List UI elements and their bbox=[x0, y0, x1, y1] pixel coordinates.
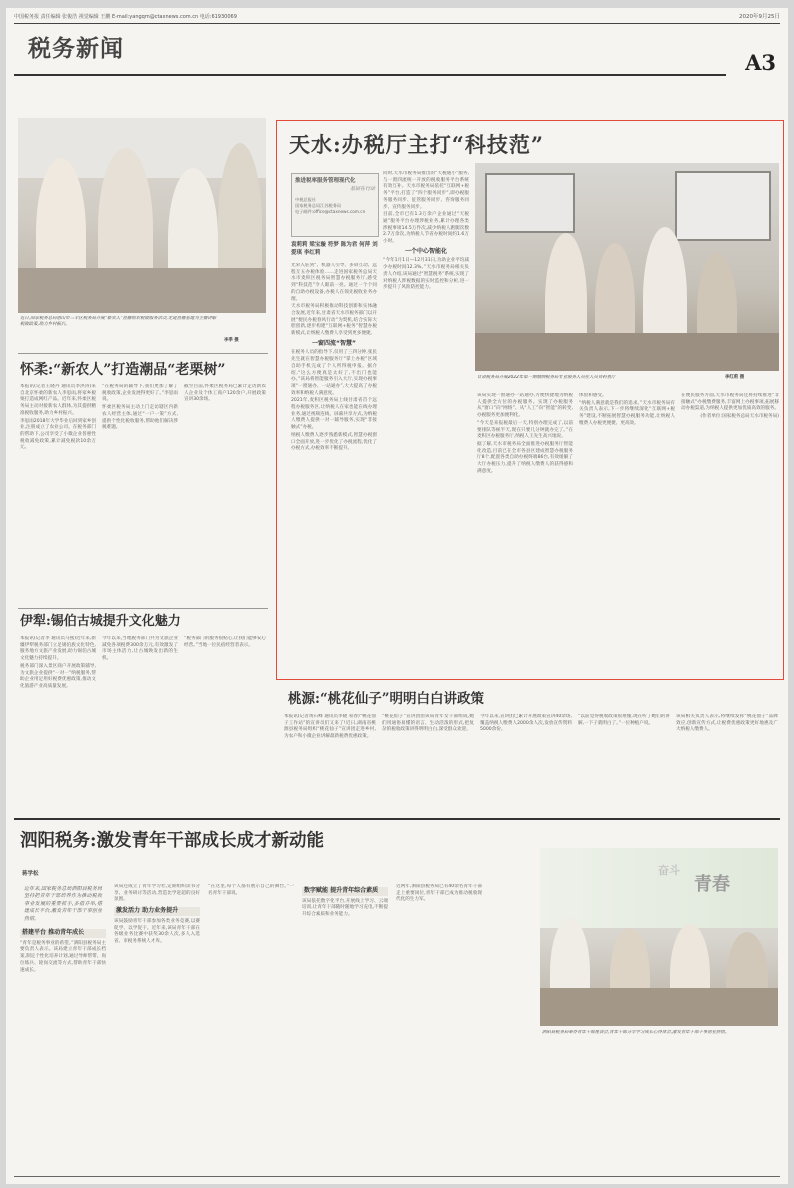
paragraph: 本报讯(记者王晓丹 通讯员李洪涛)来自北京怀柔的新农人李思雨,将家乡板栗打造成网红产品。近年来,怀柔区税务局主动对接新农人群体,为其提供精准税收服务,助力乡村振兴。 bbox=[20, 384, 96, 416]
page-bottom-rule bbox=[14, 1176, 780, 1177]
paragraph: 该局相关负责人表示,将继续发挥“桃花仙子”品牌效应,创新宣传方式,让税费优惠政策更好地惠及广大纳税人缴费人。 bbox=[676, 714, 778, 733]
paragraph: 纳税人缴费人逐步熟悉新模式,智慧办税窗口全面开放,进一步优化了办税流程,优化了办税方式,办税效率不断提升。 bbox=[291, 432, 377, 452]
tianshui-photo-credit: 李红莉 摄 bbox=[725, 375, 745, 380]
paragraph: 本报讯(记者黄石峰 通讯员李晓 易春)“桃花仙子工作站”的宣讲员们又来了!近日,湖南省桃源县税务局组织“桃花仙子”宣讲团走进乡村,为农户和小微企业讲解最新税费优惠政策。 bbox=[284, 714, 376, 740]
subheading: 一个中心智能化 bbox=[404, 247, 447, 255]
paragraph: “在税务局的辅导下,我们更加了解了税收政策,企业发展得更好了。”李思雨说。 bbox=[102, 384, 178, 403]
photo-backdrop bbox=[540, 848, 778, 928]
paragraph: “以前觉得税收政策很难懂,现在听了她们的讲解,一下子就明白了。”一位种植户说。 bbox=[578, 714, 670, 726]
photo-screen bbox=[485, 173, 575, 233]
masthead-date: 2020年9月25日 bbox=[739, 14, 780, 20]
tianshui-box bbox=[276, 120, 784, 680]
paragraph: 同时,天水市税务局推出的“天税通小”服务,与一窗四流统一开放的税收服务平台系统有效互补。天水市税务局依托“互联网+税务”平台,打造了“四个服务同步”,即办税服务服务同步、征管服务同步、咨询服务同步、宣传服务同步。 bbox=[383, 171, 469, 210]
photo-counter bbox=[475, 333, 779, 371]
huairou-col1 bbox=[20, 384, 96, 569]
paragraph: 怀柔区税务局主动上门走访辖区内新农人经营主体,通过“一户一策”方式,提供个性化税收服务,帮助他们解决涉税难题。 bbox=[102, 405, 178, 431]
tianshui-col2 bbox=[383, 171, 469, 675]
page-number: A3 bbox=[745, 50, 776, 75]
tianshui-col3 bbox=[477, 393, 573, 675]
paragraph: 税务部门深入景区商户开展政策辅导,为文旅企业提供“一对一”纳税服务,帮助企业用足用好税费优惠政策,推动文化旅游产业高质量发展。 bbox=[20, 663, 96, 689]
left-photo-caption: 近日,国家税务总局潜山市三丰区税务局开展“新农人”直播助农税收服务活动,走进直播基地为主播讲解税收政策,助力乡村振兴。 bbox=[20, 316, 217, 328]
tianshui-col5 bbox=[681, 393, 779, 675]
tianshui-photo bbox=[475, 163, 779, 371]
paragraph: 在便民服务方面,天水市税务局还将持续推进“非接触式”办税缴费服务,丰富网上办税事项,拓展移动办税渠道,为纳税人提供更加优质高效的服务。 bbox=[681, 393, 779, 412]
huairou-col2 bbox=[102, 384, 178, 569]
paragraph: 今年以来,当地税务部门共为文旅企业减免各项税费300余万元,有效激发了市场主体活力,让古城焕发出新的生机。 bbox=[102, 636, 178, 662]
subheading: 数字赋能 提升青年综合素质 bbox=[302, 887, 388, 896]
subheading: 激发活力 助力业务提升 bbox=[114, 907, 200, 916]
inset-line: 推进税率服务管理现代化 bbox=[295, 178, 356, 184]
photo-screen bbox=[675, 171, 771, 241]
taoyuan-col5 bbox=[676, 714, 778, 808]
masthead-info: 中国税务报 责任编辑 张俊浩 视觉编辑 王鹏 E-mail:yangqm@ctaxnews.com.cn 电话:61930069 bbox=[14, 14, 237, 20]
paragraph: “青年是税务事业的希望。”泗阳县税务局主要负责人表示。该局建立青年干部成长档案,制定个性化培养计划,通过导师帮带、岗位练兵、轮岗交流等方式,帮助青年干部快速成长。 bbox=[20, 940, 106, 973]
paragraph: 体验和感受。 bbox=[579, 393, 607, 398]
sishui-byline: 蒋学松 bbox=[22, 871, 39, 877]
sishui-col1 bbox=[20, 884, 106, 1174]
taoyuan-col2 bbox=[382, 714, 474, 808]
photo-sign: 奋斗 bbox=[658, 864, 680, 877]
inset-line: 电子邮件:office@ctaxnews.com.cn bbox=[295, 209, 366, 214]
inset-line: 中税总报社 bbox=[295, 197, 316, 202]
newspaper-page bbox=[6, 8, 788, 1184]
photo-table bbox=[18, 268, 266, 313]
paragraph: 本报讯(记者李 通讯员马燕)近年来,新疆伊犁税务部门立足锡伯族文化特色,服务地方文旅产业发展,助力锡伯古城文化魅力持续提升。 bbox=[20, 636, 96, 662]
yili-col1 bbox=[20, 636, 96, 806]
paragraph: “在这里,每个人都有展示自己的舞台。”一名青年干部说。 bbox=[208, 884, 294, 896]
paragraph: “今年1月1日—12月31日,为助企业平均减少办税时间12.3%。”天水市税务局相关负责人介绍,该局通过“智慧税务”系统,实现了对纳税人涉税数据的实时监控和分析,进一步提升了风险防控能力。 bbox=[383, 258, 469, 291]
subheading: 一窗四流“智慧” bbox=[312, 339, 356, 347]
inset-line: 基层在行动 bbox=[349, 186, 375, 192]
tianshui-col1 bbox=[291, 263, 377, 675]
sishui-col5 bbox=[396, 884, 482, 1174]
sishui-quote: 近年来,国家税务总局泗阳县税务局坚持把青年干部培养作为推动税收事业发展的重要抓手,多措并举,搭建成长平台,激发青年干部干事创业热情。 bbox=[24, 886, 102, 922]
paragraph: 光荣入驻到“、机器人引导、多屏互动、远程互五办税体验……走进国家税务总局天水市麦积区税务局智慧办税服务厅,感受到“科技范”令人眼前一亮。通过一个个同的自助办税设备,办税人在领先税收业务办理。 bbox=[291, 263, 377, 302]
paragraph: “纳税人满意就是我们的追求。”天水市税务局有关负责人表示,下一步将继续深化“互联网+税务”建设,不断拓展智慧办税服务功能,让纳税人缴费人办税更便捷、更高效。 bbox=[579, 400, 675, 426]
sishui-col4 bbox=[302, 884, 388, 1174]
masthead-rule bbox=[14, 23, 780, 24]
section-title: 税务新闻 bbox=[28, 35, 124, 62]
paragraph: 天水市税务局积极推动科技创新和实体融合发展,近年来,甘肃省天水市税务部门以开展“便民办税春风行动”为契机,结合实际大胆创新,逐步构建“互联网+税务”智慧办税新模式,让纳税人缴费人享受到更多便捷。 bbox=[291, 304, 377, 337]
yili-title: 伊犁:锡伯古城提升文化魅力 bbox=[20, 614, 181, 629]
left-photo-credit: 李季 摄 bbox=[224, 338, 239, 343]
paragraph: “桃花仙子”宣讲团由该局青年女干部组成,她们用通俗易懂的语言、生动活泼的形式,把复杂的税收政策讲得明明白白,深受群众欢迎。 bbox=[382, 714, 474, 733]
sishui-col3 bbox=[208, 884, 294, 1174]
rule bbox=[18, 353, 268, 354]
rule bbox=[14, 818, 780, 820]
sishui-photo bbox=[540, 848, 778, 1026]
sishui-photo-caption: 泗阳县税务局举办青年干部座谈会,青年干部分享学习成长心得体会,激发青年干部干事创业热情。 bbox=[542, 1030, 730, 1035]
paragraph: 该局还成立了青年学习社,定期组织读书分享、业务研讨等活动,营造比学赶超的良好氛围。 bbox=[114, 884, 200, 903]
paragraph: “今天是来报税最后一天,特别办理完成了,以前要排队等候半天,现在只要几分钟就办完了。”在麦积区办税服务厅,纳税人王先生高兴地说。 bbox=[477, 420, 573, 440]
paragraph: 该局鼓励青年干部参加各类业务竞赛,以赛促学、以学促干。近年来,该局青年干部在各级业务比赛中获奖30余人次,多人入选省、市税务系统人才库。 bbox=[114, 918, 200, 944]
tianshui-title: 天水:办税厅主打“科技范” bbox=[289, 132, 544, 157]
yili-col3 bbox=[184, 636, 266, 806]
huairou-col3 bbox=[184, 384, 266, 569]
paragraph: 截至目前,怀柔区税务局已累计走访新农人企业及个体工商户120余户,开展政策宣讲30余场。 bbox=[184, 384, 266, 403]
inset-line: 国家税务总局江苏税务局 bbox=[295, 203, 342, 208]
paragraph: (作者单位:国家税务总局天水市税务局) bbox=[700, 414, 779, 420]
taoyuan-col4 bbox=[578, 714, 670, 808]
tianshui-col4 bbox=[579, 393, 675, 675]
paragraph: 李思雨2018年大学毕业后回到家乡创业,注册成立了农业公司。在税务部门的帮助下,公司享受了小微企业普惠性税收减免政策,累计减免税款10余万元。 bbox=[20, 418, 96, 451]
taoyuan-col3 bbox=[480, 714, 572, 808]
paragraph: 近两年,泗阳县税务局已有40余名青年干部走上重要岗位,青年干部已成为推动税收现代化的生力军。 bbox=[396, 884, 482, 903]
tianshui-photo-caption: 甘肃税务局开展2022年第一期缴纳税务局专业服务人员在人员资料查厅 bbox=[477, 375, 616, 380]
paragraph: “税务部门的服务很贴心,让我们能够安心经营。”当地一位民宿经营者表示。 bbox=[184, 636, 266, 648]
tianshui-inset bbox=[291, 173, 379, 237]
rule bbox=[18, 608, 268, 609]
paragraph: 据了解,天水市税务局全面推进办税服务厅智能化改造,目前已在全市各县区建成智慧办税服务厅8个,配置各类自助办税终端86台,有效缓解了大厅办税压力,提升了纳税人缴费人的获得感和满意度。 bbox=[477, 441, 573, 474]
paragraph: 2021年,麦积区税务局上线甘肃省首个远程办税服务区,让纳税人在家也能在线办理业务,通过视频连线、屏幕共享方式,为纳税人缴费人提供一对一辅导服务,实现“非接触式”办税。 bbox=[291, 398, 377, 431]
taoyuan-title: 桃源:“桃花仙子”明明白白讲政策 bbox=[288, 691, 485, 707]
sishui-col2 bbox=[114, 884, 200, 1174]
yili-col2 bbox=[102, 636, 178, 806]
photo-sign-title: 青春 bbox=[694, 874, 730, 895]
tianshui-byline: 袁莉莉 梁宝璇 符梦 陈为君 何萍 刘爱琪 李红莉 bbox=[291, 242, 378, 256]
paragraph: 在税务人员的指导下,仅用了三四分钟,张民先生就在智慧办税服务厅“掌上办税”区域自助手机完成了个人所得税申报。据介绍,“这么方便真是太好了,不出门也能办。”该局将智能服务引入大厅,实现办税事项“一窗通办、一站通办”,大大提高了办税效率和纳税人满意度。 bbox=[291, 350, 377, 396]
section-rule bbox=[14, 74, 726, 76]
paragraph: 今年以来,宣讲团已累计开展政策宣讲40余场,覆盖纳税人缴费人2000余人次,发放宣传资料5000余份。 bbox=[480, 714, 572, 733]
left-photo bbox=[18, 118, 266, 313]
huairou-title: 怀柔:“新农人”打造潮品“老栗树” bbox=[20, 362, 226, 378]
paragraph: 目前,全市已有1.3万余户企业通过“天税通”服务平台办理涉税业务,累计办理各类涉税事项14.5万件次,减少纳税人跑腿次数2.7万余次,为纳税人节省办税时间约1.6万小时。 bbox=[383, 212, 469, 245]
sishui-title: 泗阳税务:激发青年干部成长成才新动能 bbox=[20, 831, 324, 851]
photo-table bbox=[540, 988, 778, 1026]
paragraph: 该局实现一窗通办一站通办,方便快捷地为纳税人提供全方位的办税服务。实现了办税服务从“窗口”向“网络”、从“人工”向“智能”的转变,办税服务更加便利化。 bbox=[477, 393, 573, 419]
taoyuan-col1 bbox=[284, 714, 376, 808]
paragraph: 该局依托数字化平台,开展线上学习、云端培训,让青年干部随时随地学习充电,不断提升综合素质和业务能力。 bbox=[302, 898, 388, 918]
subheading: 搭建平台 推动青年成长 bbox=[20, 929, 106, 938]
